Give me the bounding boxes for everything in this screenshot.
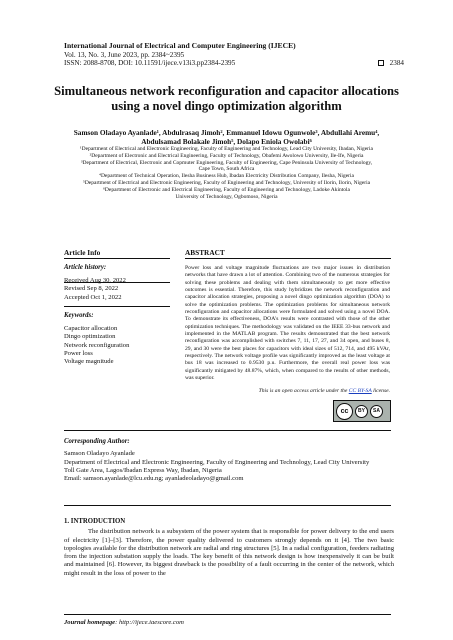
keyword: Power loss [64, 349, 93, 357]
affiliation: ⁶Department of Electronic and Electrical Engineering, Faculty of Engineering and Technology, Ladoke Akintola [103, 186, 350, 193]
square-icon [378, 60, 384, 66]
affiliation: University of Technology, Ogbomoso, Nigeria [175, 193, 278, 200]
divider [185, 258, 391, 259]
abstract-text: Power loss and voltage magnitude fluctuations are two major issues in distribution networks that have drawn a lot of attention. Combining two of the numerous strategies for solving these problems and dealing with them simultaneously to get more effective outcomes is essential. Therefore, this study hybridizes the network reconfiguration and capacitor allocation strategies, proposing a novel dingo optimization algorithm (DOA) to solve the optimization problems. The optimization problems for simultaneous network reconfiguration and capacitor allocations were formulated and solved using a novel DOA. To demonstrate its effectiveness, DOA's results were contrasted with those of the other optimization techniques. The methodology was validated on the IEEE 33-bus network and implemented in the MATLAB program. The results demonstrated that the best network reconfiguration was accomplished with switches 7, 11, 17, 27, and 34 open, and buses 8, 29, and 30 were the best places for capacitors with ideal sizes of 512, 714, and 495 kVAr, respectively. The network voltage profile was significantly improved as the least voltage at bus 18 was increased to 0.9530 p.u. Furthermore, the overall real power loss was significantly mitigated by 48.87%, which, when compared to the results of other methods, was superior. [185, 265, 390, 382]
journal-name: International Journal of Electrical and Computer Engineering (IJECE) [64, 41, 296, 50]
divider [64, 505, 391, 506]
homepage-label: Journal homepage [64, 619, 116, 626]
divider [64, 282, 170, 283]
authors-line-2: Abdulsamad Bolakale Jimoh⁵, Dolapo Eniola Owolabi⁶ [141, 137, 312, 146]
homepage-url[interactable]: : http://ijece.iaescore.com [115, 619, 184, 626]
introduction-heading: 1. INTRODUCTION [64, 518, 126, 525]
corresponding-author [64, 438, 394, 483]
title-line-1: Simultaneous network reconfiguration and capacitor allocations [54, 84, 399, 98]
page-number: 2384 [389, 59, 404, 68]
divider [64, 430, 391, 431]
corresponding-address: Toll Gate Area, Lagos/Ibadan Express Way, Ibadan, Nigeria [64, 466, 222, 474]
keywords-heading: Keywords: [64, 312, 94, 319]
paper-title [40, 84, 413, 113]
divider [64, 306, 170, 307]
corresponding-dept: Department of Electrical and Electronic Engineering, Faculty of Engineering and Technology, Lead City University [64, 458, 370, 466]
creative-commons-icon: cc [336, 403, 353, 420]
keyword: Voltage magnitude [64, 358, 114, 366]
keyword: Capacitor allocation [64, 325, 118, 333]
corresponding-heading: Corresponding Author: [64, 438, 130, 445]
history-heading: Article history: [64, 264, 107, 271]
affiliation: ⁴Department of Technical Operation, Ilesha Business Hub, Ibadan Electricity Distribution Company, Ilesha, Nigeria [99, 173, 354, 180]
history-revised: Revised Sep 8, 2022 [64, 285, 119, 293]
journal-volume: Vol. 13, No. 3, June 2023, pp. 2384~2395 [64, 50, 185, 59]
affiliation-list [60, 146, 393, 200]
authors-line-1: Samson Oladayo Ayanlade¹, Abdulrasaq Jimoh², Emmanuel Idowu Ogunwole³, Abdullahi Aremu⁴, [73, 128, 380, 137]
title-line-2: using a novel dingo optimization algorithm [111, 98, 342, 113]
history-received: Received Aug 30, 2022 [64, 277, 126, 285]
journal-issn-doi: ISSN: 2088-8708, DOI: 10.11591/ijece.v13i3.pp2384-2395 [64, 59, 236, 68]
share-alike-icon: SA [370, 405, 383, 418]
keyword: Network reconfiguration [64, 341, 130, 349]
license-suffix: license. [371, 388, 390, 394]
author-list [60, 128, 393, 146]
journal-header [64, 42, 404, 68]
corresponding-name: Samson Oladayo Ayanlade [64, 450, 135, 458]
corresponding-email: Email: samson.ayanlade@lcu.edu.ng; ayanladeoladayo@gmail.com [64, 475, 244, 483]
license-notice [185, 388, 390, 394]
keyword: Dingo optimization [64, 333, 116, 341]
affiliation: ²Department of Electronic and Electrical Engineering, Faculty of Technology, Obafemi Awolowo University, Ile-Ife, Nigeria [89, 152, 364, 159]
license-link[interactable]: CC BY-SA [348, 388, 372, 394]
journal-homepage [64, 619, 184, 626]
divider [64, 258, 170, 259]
affiliation: ¹Department of Electrical and Electronic Engineering, Faculty of Engineering and Technology, Lead City University, Ibadan, Nigeria [80, 146, 373, 152]
history-accepted: Accepted Oct 1, 2022 [64, 293, 122, 301]
affiliation: ⁵Department of Electrical and Electronic Engineering, Faculty of Engineering and Technology, University of Ilorin, Ilorin, Nigeria [82, 179, 371, 186]
cc-by-sa-badge[interactable] [333, 400, 391, 422]
license-prefix: This is an open access article under the [258, 388, 349, 394]
divider [64, 614, 391, 615]
article-info-heading: Article Info [64, 248, 101, 257]
abstract-heading: ABSTRACT [185, 248, 225, 257]
introduction-text: The distribution network is a subsystem of the power system that is responsible for power delivery to the end users of electricity [1]–[3]. Therefore, the power quality delivered to customers strongly depends on it [4]. The two basic topologies available for the distribution network are radial and ring structures [5]. In a radial configuration, feeders radiating from the injection substation supply the loads. The key benefit of this network design is how inexpensively it can be built and maintained [6]. However, its biggest drawback is the possibility of a fault occurring in the center of the network, which might result in the loss of power to the [64, 528, 394, 577]
affiliation: ³Department of Electrical, Electronic and Copmuter Engineering, Faculty of Engineering, Cape Peninsula University of Technology, [80, 159, 373, 166]
affiliation: Cape Town, South Africa [198, 166, 255, 173]
introduction-section [64, 518, 394, 578]
keywords-block [64, 312, 168, 366]
attribution-icon: BY [355, 405, 368, 418]
